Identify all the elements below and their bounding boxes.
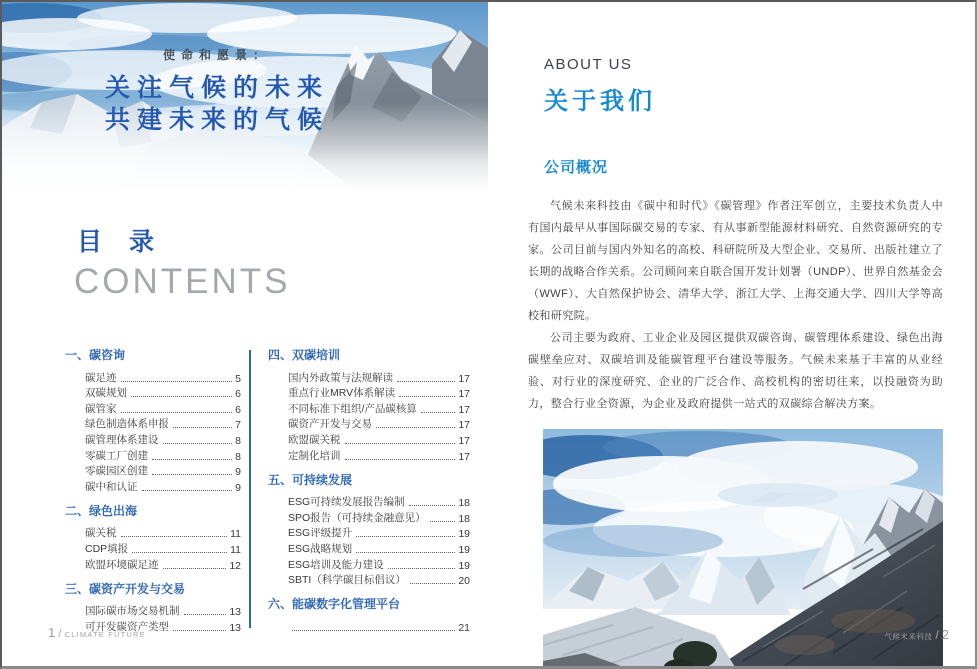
hero-banner	[2, 2, 488, 192]
toc-item-label: 重点行业MRV体系解读	[288, 387, 396, 400]
toc-item-dots	[131, 396, 232, 397]
toc-item-page: 21	[458, 621, 470, 634]
mission-tagline: 使命和愿景：	[162, 48, 271, 62]
toc-item-label: 欧盟碳关税	[288, 433, 341, 446]
toc-item	[268, 385, 470, 401]
toc-title-zh: 目 录	[77, 228, 164, 256]
toc-item	[268, 416, 470, 432]
toc-item-page: 20	[458, 575, 470, 588]
toc-item-page: 17	[458, 450, 470, 463]
toc-item-page: 12	[229, 559, 241, 572]
toc-item-page: 13	[229, 606, 241, 619]
toc-item	[268, 447, 470, 463]
toc-section-header: 四、双碳培训	[268, 348, 341, 362]
toc-item	[65, 385, 241, 401]
toc-item-dots	[173, 630, 226, 631]
toc-item-label: 碳中和认证	[85, 480, 138, 493]
toc-item-page: 19	[458, 559, 470, 572]
mountain-photo-image	[543, 429, 943, 669]
toc-item-dots	[152, 459, 232, 460]
toc-item-dots	[163, 568, 227, 569]
mission-headline-line2: 共建未来的气候	[104, 106, 329, 134]
toc-item-dots	[421, 412, 455, 413]
right-footer-label: 气候未来科技	[884, 632, 933, 641]
toc-item	[268, 572, 470, 588]
toc-item-dots	[121, 412, 233, 413]
toc-item	[65, 540, 241, 556]
toc-item-page: 9	[235, 481, 241, 494]
toc-title-en: CONTENTS	[74, 262, 291, 301]
toc-item	[268, 509, 470, 525]
toc-item-label: 零碳园区创建	[85, 465, 148, 478]
toc-section-header: 二、绿色出海	[65, 503, 138, 518]
toc-item-page: 13	[229, 621, 241, 634]
toc-item-page: 11	[230, 528, 241, 541]
toc-item-dots	[376, 427, 455, 428]
about-title-en: ABOUT US	[544, 56, 633, 73]
toc-item-dots	[356, 552, 455, 553]
toc-item-label: 双碳规划	[85, 387, 127, 400]
toc-item-dots	[121, 381, 233, 382]
toc-item	[268, 369, 470, 385]
toc-item	[65, 400, 241, 416]
toc-item-label: 碳资产开发与交易	[288, 418, 372, 431]
page-right	[488, 2, 977, 666]
toc-item-dots	[430, 521, 456, 522]
toc-item	[65, 431, 241, 447]
toc-item-dots	[345, 443, 456, 444]
toc-item-dots	[409, 505, 456, 506]
toc-item-page: 6	[235, 388, 241, 401]
mission-headline-line1: 关注气候的未来	[104, 74, 329, 102]
toc-item-page: 17	[458, 388, 470, 401]
toc-item-label: 国际碳市场交易机制	[85, 605, 180, 618]
right-page-footer	[884, 626, 949, 644]
toc-item-label: 国内外政策与法规解读	[288, 371, 393, 384]
toc-item-page: 9	[235, 466, 241, 479]
toc-item-dots	[121, 536, 228, 537]
toc-item-page: 8	[235, 434, 241, 447]
toc-item-label: ESG评级提升	[288, 527, 353, 540]
toc-item-label: 欧盟环境碳足迹	[85, 558, 159, 571]
toc-item-page: 18	[458, 512, 470, 525]
toc-item-dots	[399, 396, 455, 397]
toc-item-label: 不同标准下组织/产品碳核算	[288, 402, 417, 415]
toc-item-dots	[163, 443, 233, 444]
mountain-photo	[543, 429, 943, 669]
toc-item-page: 6	[235, 403, 241, 416]
toc-column	[251, 346, 470, 634]
toc-item-label: CDP填报	[85, 542, 129, 555]
toc-item	[268, 525, 470, 541]
toc-item-dots	[132, 552, 227, 553]
toc-item-label: SPO报告（可持续金融意见）	[288, 511, 426, 524]
footer-slash: /	[935, 628, 939, 642]
toc-item-dots	[410, 583, 455, 584]
toc-item-page: 17	[458, 434, 470, 447]
toc-item	[268, 556, 470, 572]
right-page-number: 2	[941, 627, 949, 642]
toc-item-page: 8	[235, 450, 241, 463]
toc-item-page: 18	[458, 497, 470, 510]
toc-item-dots	[388, 568, 456, 569]
toc-item-dots	[184, 614, 227, 615]
toc-item-page: 11	[230, 543, 241, 556]
toc-section-header: 一、碳咨询	[65, 348, 126, 362]
toc-item-label: 碳管理体系建设	[85, 433, 159, 446]
toc-section-header: 五、可持续发展	[268, 472, 353, 487]
left-footer-label: CLIMATE FUTURE	[64, 630, 146, 639]
toc-item-label: 可开发碳资产类型	[85, 620, 169, 633]
footer-slash: /	[58, 626, 62, 640]
toc-item-page: 17	[458, 403, 470, 416]
toc-item-dots	[173, 427, 232, 428]
toc-item-label: 绿色制造体系申报	[85, 418, 169, 431]
toc-section-header: 六、能碳数字化管理平台	[268, 597, 401, 612]
toc-item	[65, 603, 241, 619]
toc-item	[268, 618, 470, 634]
toc-item-label: 碳关税	[85, 527, 117, 540]
section-title-company-overview: 公司概况	[544, 159, 609, 176]
toc-item	[268, 540, 470, 556]
toc-item-page: 19	[458, 543, 470, 556]
toc-item-label: ESG可持续发展报告编制	[288, 496, 405, 509]
toc-item-label: 碳足迹	[85, 371, 117, 384]
toc-section-header: 三、碳资产开发与交易	[65, 581, 186, 596]
toc-item	[268, 400, 470, 416]
left-page-footer	[48, 624, 146, 642]
toc-item-label: 碳管家	[85, 402, 117, 415]
page-left	[2, 2, 488, 666]
banner-text-block	[2, 46, 460, 136]
company-paragraph-2: 公司主要为政府、工业企业及园区提供双碳咨询、碳管理体系建设、绿色出海碳壁垒应对、双碳培训及能碳管理平台建设等服务。气候未来基于丰富的从业经验、对行业的深度研究、企业的广泛合作、高校机构的密切往来，以投融资为助力，整合行业全资源，为企业及政府提供一站式的双碳综合解决方案。	[528, 332, 943, 410]
toc-item-label: ESG战略规划	[288, 542, 353, 555]
toc-item-dots	[292, 630, 455, 631]
toc-column	[65, 346, 241, 634]
toc-item-dots	[345, 459, 456, 460]
toc-item-label: 零碳工厂创建	[85, 449, 148, 462]
toc-item	[65, 416, 241, 432]
toc-item-page: 19	[458, 528, 470, 541]
toc-item	[65, 369, 241, 385]
toc	[2, 346, 488, 634]
toc-item-dots	[142, 490, 233, 491]
toc-item	[65, 463, 241, 479]
toc-item	[268, 431, 470, 447]
toc-item-page: 5	[235, 372, 241, 385]
toc-item-page: 7	[235, 419, 241, 432]
toc-item-page: 17	[458, 419, 470, 432]
toc-item	[268, 494, 470, 510]
left-page-number: 1	[48, 625, 56, 640]
toc-item-label: ESG培训及能力建设	[288, 558, 384, 571]
toc-item-dots	[152, 474, 232, 475]
toc-item-dots	[397, 381, 455, 382]
company-paragraph-1: 气候未来科技由《碳中和时代》《碳管理》作者汪军创立，主要技术负责人中有国内最早从事国际碳交易的专家、有从事新型能源材料研究、自然资源研究的专家。公司目前与国内外知名的高校、科研院所及大型企业、交易所、出版社建立了长期的战略合作关系。公司顾问来自联合国开发计划署（UNDP）、世界自然基金会（WWF）、大自然保护协会、清华大学、浙江大学、上海交通大学、四川大学等高校和研究院。	[528, 200, 943, 322]
toc-item	[65, 478, 241, 494]
about-title-zh: 关于我们	[544, 88, 656, 115]
toc-item	[65, 525, 241, 541]
toc-item-dots	[356, 536, 455, 537]
toc-item	[65, 556, 241, 572]
toc-item	[65, 447, 241, 463]
toc-item-label: SBTI（科学碳目标倡议）	[288, 574, 406, 587]
toc-item-label: 定制化培训	[288, 449, 341, 462]
toc-item-page: 17	[458, 372, 470, 385]
